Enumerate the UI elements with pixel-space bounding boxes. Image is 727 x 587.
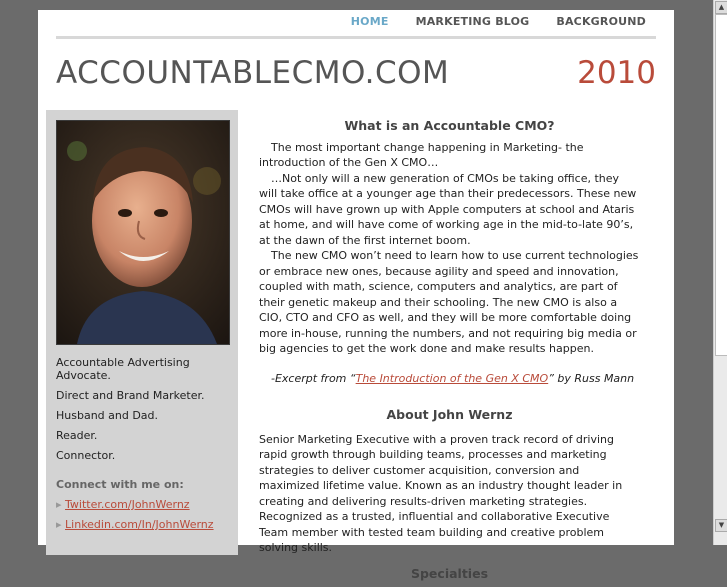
about-paragraph: Senior Marketing Executive with a proven track record of driving rapid growth through building teams, processes and marketing strategies to deliver customer acquisition, conversion and maximized lifetime value. Known as an industry thought leader in creating and delivering results-driven marketing strategies. Recognized as a trusted, influential and collaborative Executive Team member with tested team building and creative problem solving skills. — [259, 432, 623, 554]
nav-home[interactable]: HOME — [350, 15, 389, 28]
about-item: Accountable Advertising Advocate. — [56, 356, 190, 382]
excerpt-link[interactable]: The Introduction of the Gen X CMO — [355, 371, 549, 385]
section-heading-specialties: Specialties — [410, 565, 489, 581]
about-item: Husband and Dad. — [56, 409, 159, 422]
excerpt-citation: -Excerpt from “The Introduction of the Gen X CMO” by Russ Mann — [271, 371, 635, 385]
profile-photo — [56, 120, 230, 345]
header-divider — [56, 36, 656, 39]
body-paragraph: The new CMO won’t need to learn how to use current technologies or embrace new ones, because agility and speed and innovation, coupled with math, science, computers and analytics, are part of their genetic makeup and their schooling. The new CMO is also a CIO, CTO and CFO as well, and they will be more comfortable doing more in-house, running the numbers, and not requiring big media or big agencies to get the work done and make results happen. — [259, 249, 639, 355]
main-content — [259, 118, 640, 587]
about-item: Connector. — [56, 449, 116, 462]
top-nav — [334, 15, 656, 28]
scroll-down-icon[interactable]: ▼ — [715, 519, 727, 532]
scroll-thumb[interactable] — [715, 14, 727, 356]
sidebar — [46, 110, 238, 555]
page-container — [38, 0, 674, 581]
scroll-up-icon[interactable]: ▲ — [715, 1, 727, 14]
nav-background[interactable]: BACKGROUND — [556, 15, 646, 28]
bullet-icon: ▸ — [56, 498, 62, 511]
social-links — [56, 498, 214, 538]
body-paragraph: …Not only will a new generation of CMOs be taking office, they will take office at a younger age than their predecessors. These new CMOs will have grown up with Apple computers at school and Ataris at home, and will have come of working age in the mid-to-late 90’s, at the dawn of the first internet boom. — [259, 171, 637, 247]
intro-paragraph: The most important change happening in Marketing- the introduction of the Gen X CMO… — [259, 140, 584, 169]
site-title[interactable]: ACCOUNTABLECMO.COM — [56, 55, 450, 91]
bullet-icon: ▸ — [56, 518, 62, 531]
section-heading-accountable-cmo: What is an Accountable CMO? — [344, 118, 555, 133]
page-scrollbar[interactable] — [713, 0, 727, 545]
twitter-link[interactable]: Twitter.com/JohnWernz — [65, 498, 190, 511]
header-year: 2010 — [577, 55, 656, 91]
section-heading-about: About John Wernz — [386, 407, 513, 422]
about-item: Reader. — [56, 429, 98, 442]
connect-heading: Connect with me on: — [56, 478, 184, 491]
linkedin-link[interactable]: Linkedin.com/In/JohnWernz — [65, 518, 214, 531]
about-list — [56, 356, 231, 469]
nav-marketing-blog[interactable]: MARKETING BLOG — [415, 15, 530, 28]
about-item: Direct and Brand Marketer. — [56, 389, 205, 402]
